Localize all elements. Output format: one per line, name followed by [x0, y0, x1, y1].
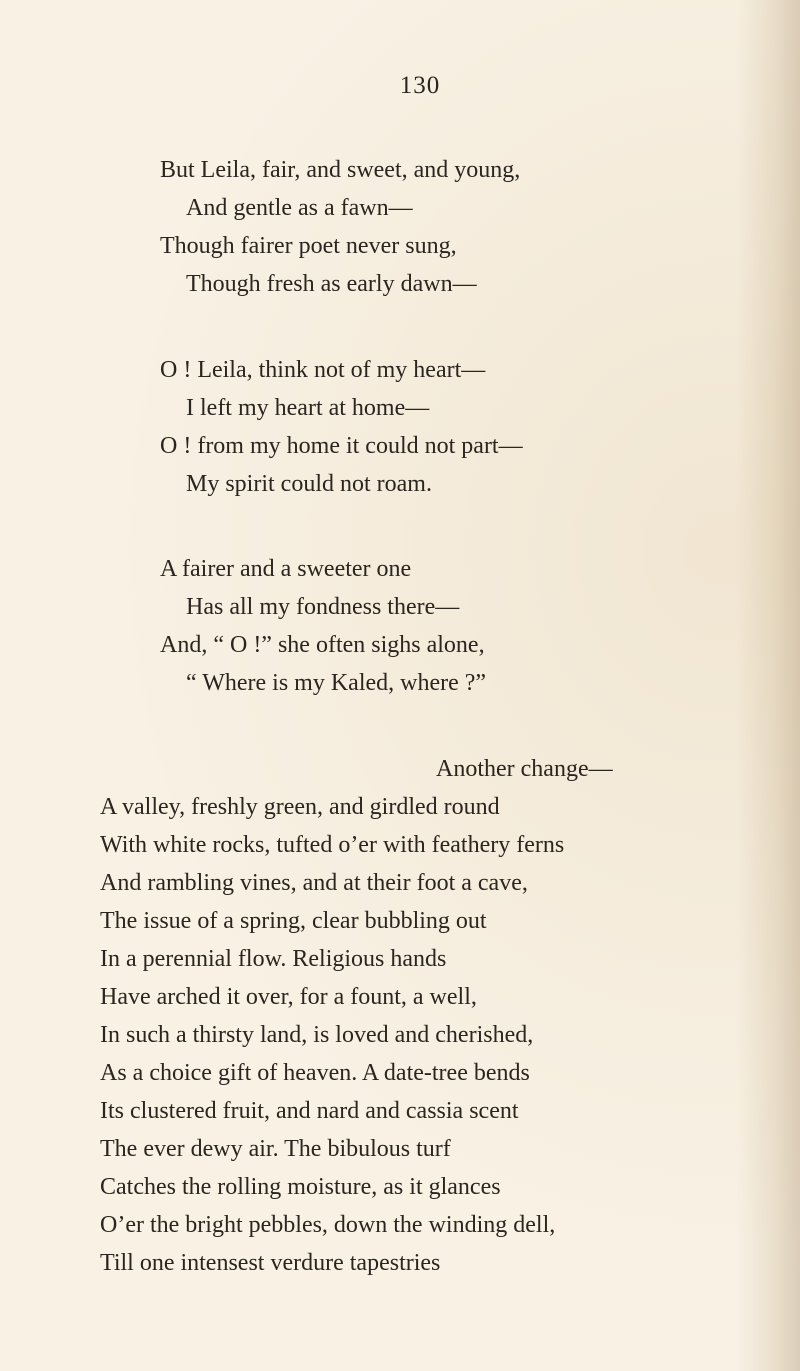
verse-line: And gentle as a fawn—: [186, 195, 413, 221]
verse-line: And, “ O !” she often sighs alone,: [160, 632, 485, 658]
verse-line: A fairer and a sweeter one: [160, 556, 412, 582]
verse-line: Till one intensest verdure tapestries: [100, 1250, 441, 1276]
verse-line: I left my heart at home—: [186, 395, 430, 421]
verse-line: Though fresh as early dawn—: [186, 271, 477, 297]
verse-line: Its clustered fruit, and nard and cassia scent: [100, 1098, 519, 1124]
verse-line: With white rocks, tufted o’er with feathery ferns: [100, 832, 565, 858]
verse-line: Catches the rolling moisture, as it glances: [100, 1174, 501, 1200]
verse-line: O’er the bright pebbles, down the winding dell,: [100, 1212, 556, 1238]
verse-line: In such a thirsty land, is loved and cherished,: [100, 1022, 534, 1048]
verse-line: And rambling vines, and at their foot a cave,: [100, 870, 528, 896]
verse-line: Has all my fondness there—: [186, 594, 460, 620]
verse-line: My spirit could not roam.: [186, 471, 432, 497]
verse-line: O ! from my home it could not part—: [160, 433, 523, 459]
page-number: 130: [399, 72, 441, 99]
verse-line: A valley, freshly green, and girdled round: [100, 794, 500, 820]
verse-line: The ever dewy air. The bibulous turf: [100, 1136, 451, 1162]
verse-line: In a perennial flow. Religious hands: [100, 946, 447, 972]
verse-line: But Leila, fair, and sweet, and young,: [160, 157, 521, 183]
verse-line: “ Where is my Kaled, where ?”: [186, 670, 487, 696]
verse-line: As a choice gift of heaven. A date-tree bends: [100, 1060, 530, 1086]
verse-line: O ! Leila, think not of my heart—: [160, 357, 486, 383]
verse-line: Have arched it over, for a fount, a well,: [100, 984, 477, 1010]
verse-half-line: Another change—: [436, 756, 613, 782]
verse-line: The issue of a spring, clear bubbling out: [100, 908, 487, 934]
verse-line: Though fairer poet never sung,: [160, 233, 457, 259]
